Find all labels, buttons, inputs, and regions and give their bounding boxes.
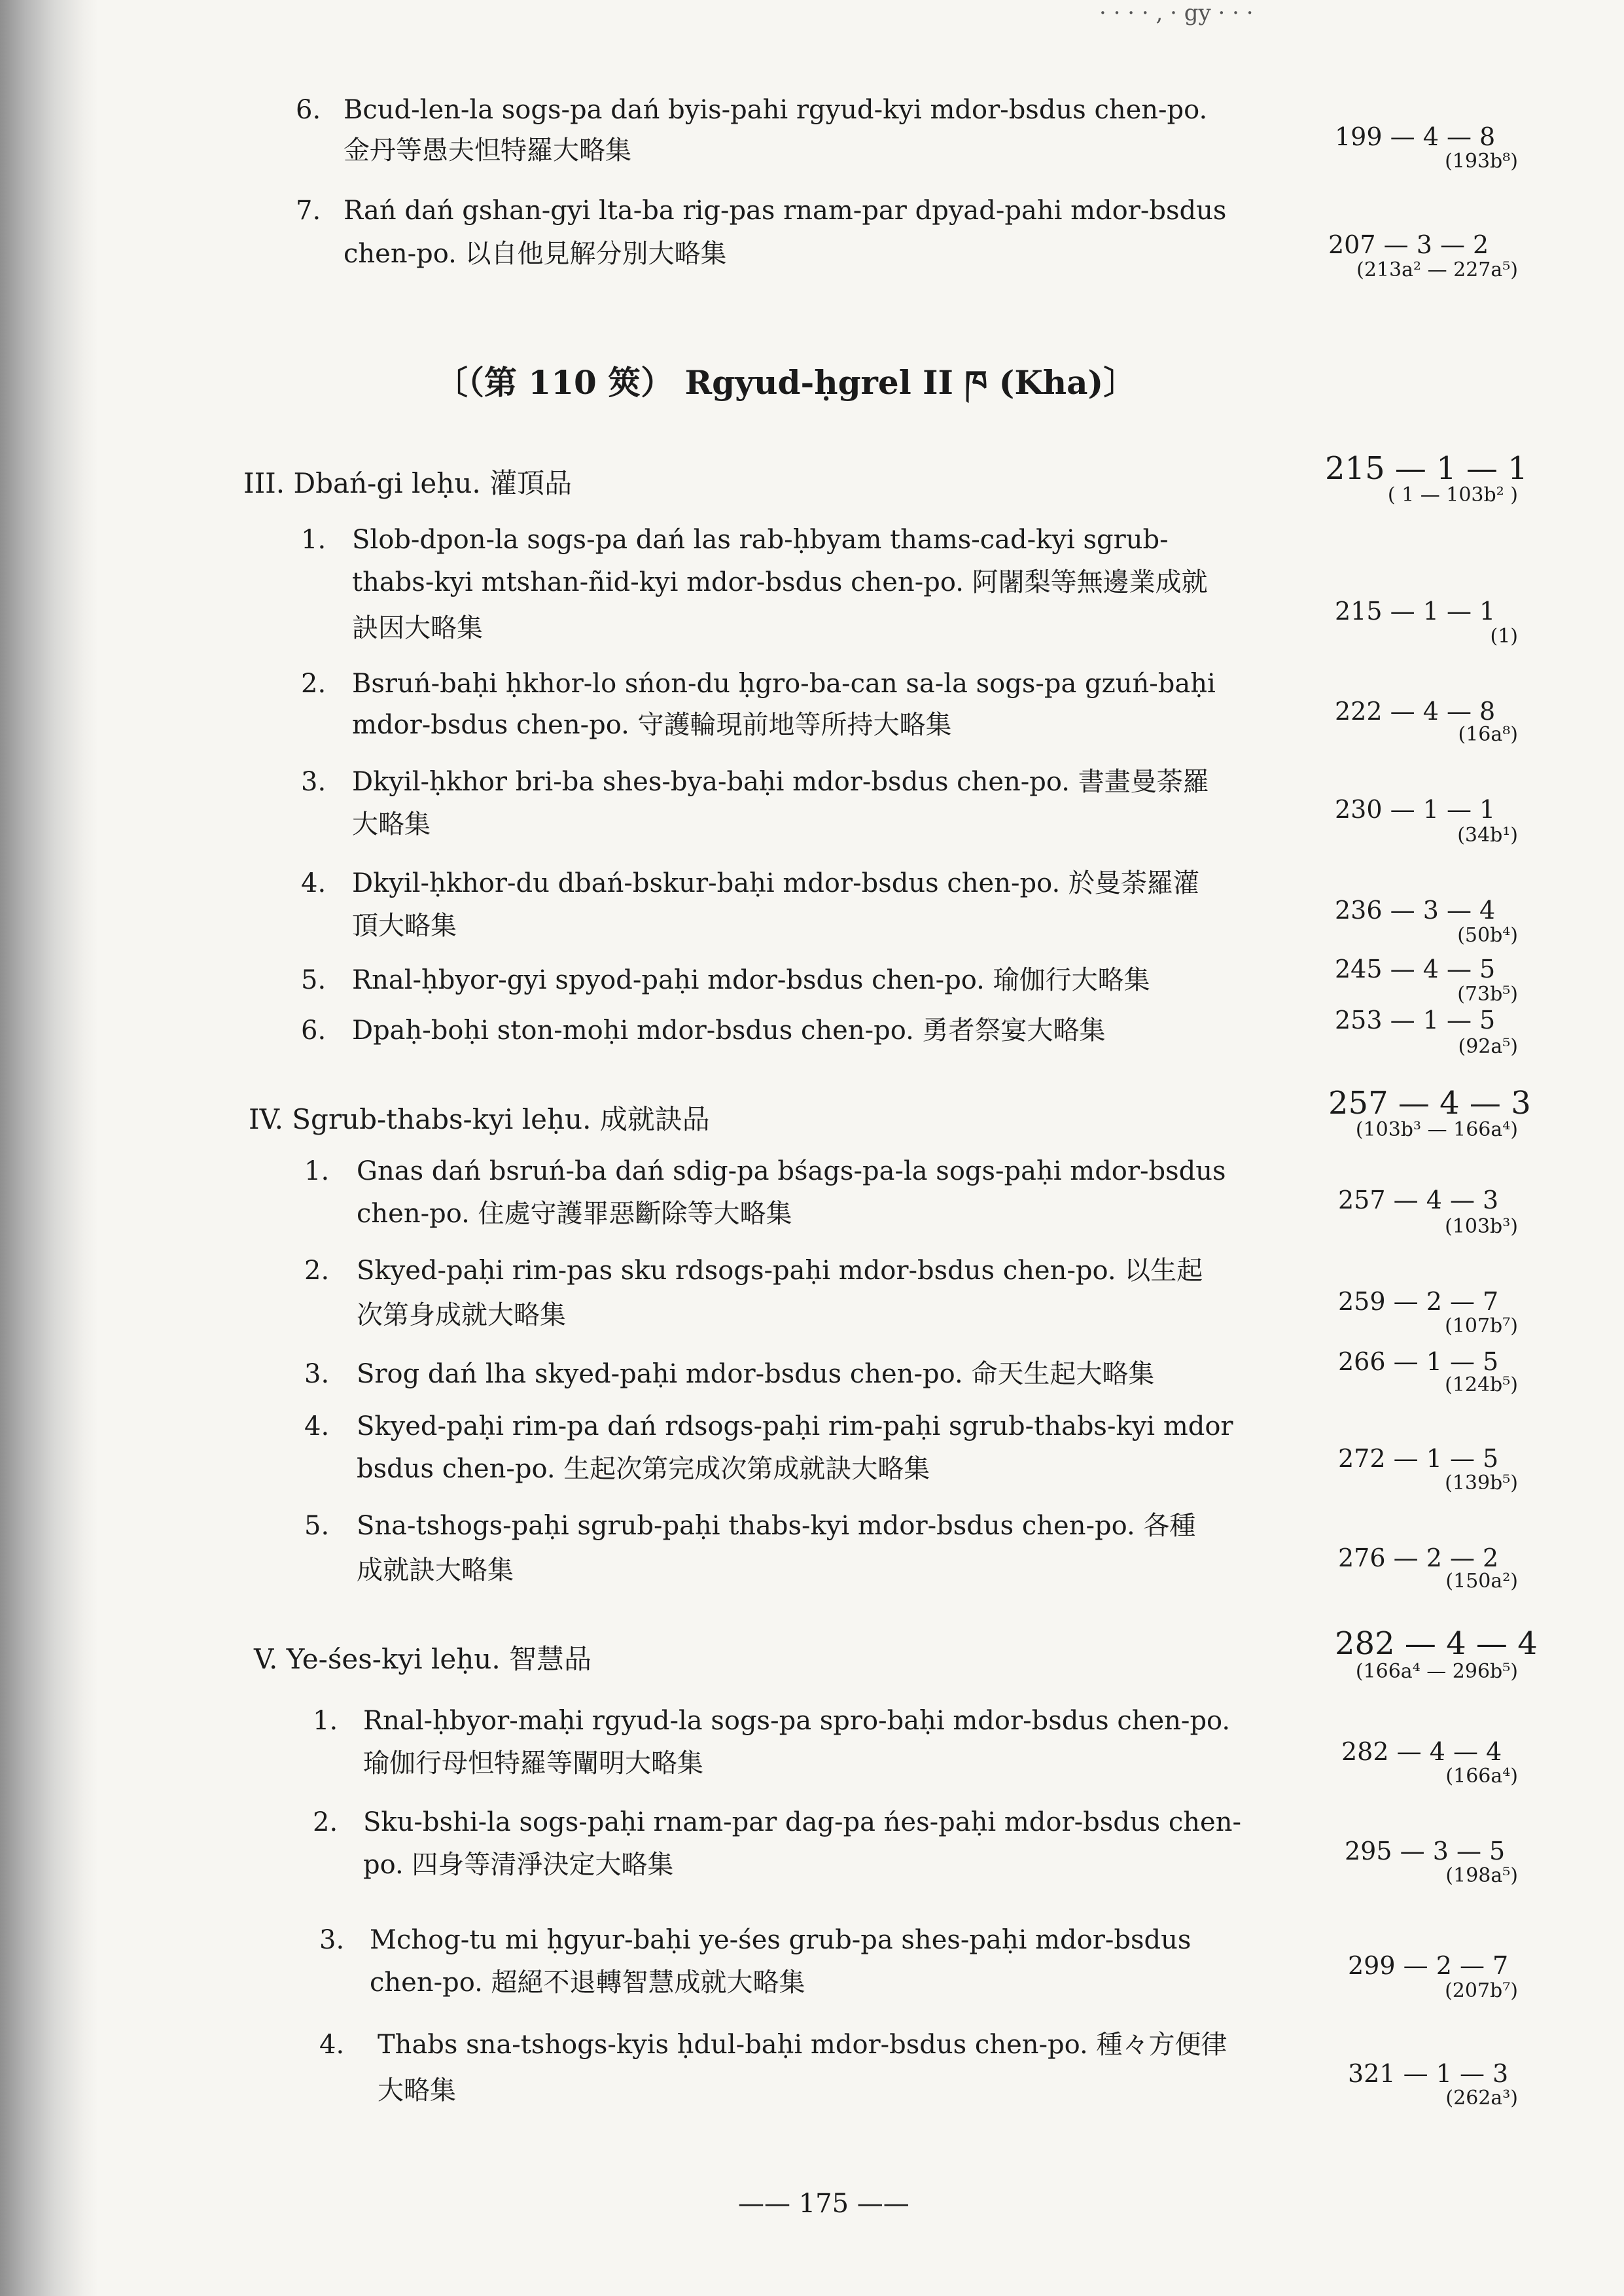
page-reference: 259 — 2 — 7: [1338, 1287, 1499, 1316]
page-reference: 266 — 1 — 5: [1338, 1347, 1499, 1376]
folio-reference: (213a² — 227a⁵): [1356, 258, 1518, 281]
page-reference: 276 — 2 — 2: [1338, 1544, 1499, 1572]
volume-heading: 〔（第 110 筴） Rgyud-ḥgrel II ཁ (Kha)〕: [435, 363, 1137, 402]
entry-title-cont: bsdus chen-po. 生起次第完成次第成就訣大略集: [357, 1454, 930, 1484]
entry-title: Rnal-ḥbyor-maḥi rgyud-la sogs-pa spro-baḥi mdor-bsdus chen-po.: [363, 1706, 1231, 1736]
page-reference: 245 — 4 — 5: [1335, 955, 1496, 983]
entry-number: 3.: [301, 767, 327, 797]
entry-title: Rnal-ḥbyor-gyi spyod-paḥi mdor-bsdus chen-po. 瑜伽行大略集: [352, 965, 1150, 995]
entry-title: Gnas dań bsruń-ba dań sdig-pa bśags-pa-la sogs-paḥi mdor-bsdus: [357, 1156, 1226, 1186]
folio-reference: (124b⁵): [1445, 1373, 1518, 1396]
entry-number: 1.: [313, 1706, 338, 1736]
entry-number: 1.: [301, 525, 327, 555]
entry-number: 4.: [319, 2030, 345, 2060]
entry-number: 3.: [304, 1359, 330, 1389]
entry-title-cont: 頂大略集: [352, 911, 457, 941]
section-title: IV. Sgrub-thabs-kyi leḥu. 成就訣品: [249, 1103, 710, 1135]
section-page-reference: 215 — 1 — 1: [1325, 450, 1528, 487]
entry-title: Dkyil-ḥkhor bri-ba shes-bya-baḥi mdor-bsdus chen-po. 書畫曼荼羅: [352, 767, 1209, 797]
entry-title-cont: chen-po. 以自他見解分別大略集: [344, 239, 727, 269]
entry-title: Bsruń-baḥi ḥkhor-lo sńon-du ḥgro-ba-can sa-la sogs-pa gzuń-baḥi: [352, 669, 1216, 699]
entry-number: 2.: [304, 1256, 330, 1286]
entry-title: Sna-tshogs-paḥi sgrub-paḥi thabs-kyi mdor-bsdus chen-po. 各種: [357, 1511, 1196, 1541]
entry-title-cont: chen-po. 超絕不退轉智慧成就大略集: [370, 1968, 805, 1998]
entry-title-cont: 成就訣大略集: [357, 1555, 514, 1585]
folio-reference: (16a⁸): [1458, 723, 1518, 746]
folio-reference: (92a⁵): [1458, 1035, 1518, 1058]
header-fragment: · · · · , · gy · · ·: [1099, 0, 1254, 26]
entry-title-cont: 大略集: [352, 809, 431, 839]
entry-number: 2.: [301, 669, 327, 699]
entry-number: 5.: [301, 965, 327, 995]
folio-reference: (139b⁵): [1445, 1472, 1518, 1494]
page-reference: 230 — 1 — 1: [1335, 795, 1496, 824]
folio-reference: (150a²): [1445, 1570, 1518, 1593]
entry-title: Skyed-paḥi rim-pas sku rdsogs-paḥi mdor-bsdus chen-po. 以生起: [357, 1256, 1203, 1286]
section-title: V. Ye-śes-kyi leḥu. 智慧品: [254, 1643, 592, 1675]
entry-title: Srog dań lha skyed-paḥi mdor-bsdus chen-po. 命天生起大略集: [357, 1359, 1155, 1389]
folio-reference: (166a⁴): [1445, 1765, 1518, 1788]
page-reference: 222 — 4 — 8: [1335, 697, 1496, 726]
section-folio-range: ( 1 — 103b² ): [1387, 484, 1518, 506]
section-page-reference: 282 — 4 — 4: [1335, 1625, 1538, 1662]
entry-title-cont: 大略集: [378, 2075, 456, 2106]
entry-title: Skyed-paḥi rim-pa dań rdsogs-paḥi rim-paḥi sgrub-thabs-kyi mdor: [357, 1411, 1233, 1441]
entry-number: 4.: [304, 1411, 330, 1441]
page-number: —— 175 ——: [738, 2189, 909, 2219]
entry-title: Dpaḥ-boḥi ston-moḥi mdor-bsdus chen-po. 勇者祭宴大略集: [352, 1016, 1106, 1046]
entry-title-cont: 次第身成就大略集: [357, 1300, 566, 1330]
entry-title: Mchog-tu mi ḥgyur-baḥi ye-śes grub-pa shes-paḥi mdor-bsdus: [370, 1925, 1192, 1955]
entry-title: Bcud-len-la sogs-pa dań byis-pahi rgyud-kyi mdor-bsdus chen-po.: [344, 95, 1208, 125]
page-reference: 207 — 3 — 2: [1328, 230, 1489, 259]
folio-reference: (73b⁵): [1457, 983, 1518, 1006]
page-reference: 282 — 4 — 4: [1341, 1737, 1502, 1766]
page-reference: 321 — 1 — 3: [1348, 2059, 1509, 2088]
entry-title-cont: chen-po. 住處守護罪惡斷除等大略集: [357, 1199, 792, 1229]
entry-title: Dkyil-ḥkhor-du dbań-bskur-baḥi mdor-bsdus chen-po. 於曼荼羅灌: [352, 868, 1199, 898]
entry-title: Rań dań gshan-gyi lta-ba rig-pas rnam-par dpyad-pahi mdor-bsdus: [344, 196, 1227, 226]
entry-number: 6.: [296, 95, 321, 125]
page-reference: 257 — 4 — 3: [1338, 1186, 1499, 1214]
folio-reference: (103b³): [1445, 1215, 1518, 1238]
folio-reference: (1): [1490, 625, 1518, 648]
entry-title-cont: 金丹等愚夫怛特羅大略集: [344, 135, 631, 166]
page-reference: 295 — 3 — 5: [1345, 1837, 1506, 1865]
entry-title: Thabs sna-tshogs-kyis ḥdul-baḥi mdor-bsdus chen-po. 種々方便律: [378, 2030, 1227, 2060]
page-reference: 236 — 3 — 4: [1335, 896, 1496, 925]
folio-reference: (50b⁴): [1457, 924, 1518, 947]
entry-number: 1.: [304, 1156, 330, 1186]
folio-reference: (107b⁷): [1445, 1315, 1518, 1337]
entry-number: 3.: [319, 1925, 345, 1955]
section-folio-range: (103b³ — 166a⁴): [1355, 1118, 1518, 1141]
page-reference: 253 — 1 — 5: [1335, 1006, 1496, 1034]
entry-title-cont: 瑜伽行母怛特羅等闡明大略集: [363, 1748, 703, 1778]
section-title: III. Dbań-gi leḥu. 灌頂品: [243, 467, 573, 499]
page-reference: 199 — 4 — 8: [1335, 122, 1496, 151]
page-reference: 215 — 1 — 1: [1335, 597, 1496, 626]
entry-title-cont: po. 四身等清淨決定大略集: [363, 1850, 674, 1880]
section-page-reference: 257 — 4 — 3: [1328, 1085, 1531, 1122]
folio-reference: (198a⁵): [1445, 1864, 1518, 1887]
entry-title: Sku-bshi-la sogs-paḥi rnam-par dag-pa ńes-paḥi mdor-bsdus chen-: [363, 1807, 1241, 1837]
entry-number: 7.: [296, 196, 321, 226]
entry-title-cont: thabs-kyi mtshan-ñid-kyi mdor-bsdus chen-po. 阿闍梨等無邊業成就: [352, 567, 1208, 597]
folio-reference: (262a³): [1445, 2087, 1518, 2110]
entry-number: 5.: [304, 1511, 330, 1541]
section-folio-range: (166a⁴ — 296b⁵): [1355, 1660, 1518, 1683]
folio-reference: (207b⁷): [1445, 1979, 1518, 2002]
folio-reference: (34b¹): [1457, 824, 1518, 847]
entry-title-cont: 訣因大略集: [352, 613, 483, 643]
entry-number: 2.: [313, 1807, 338, 1837]
entry-number: 4.: [301, 868, 327, 898]
page-reference: 299 — 2 — 7: [1348, 1951, 1509, 1980]
folio-reference: (193b⁸): [1445, 150, 1518, 173]
entry-title: Slob-dpon-la sogs-pa dań las rab-ḥbyam thams-cad-kyi sgrub-: [352, 525, 1169, 555]
entry-title-cont: mdor-bsdus chen-po. 守護輪現前地等所持大略集: [352, 710, 952, 740]
entry-number: 6.: [301, 1016, 327, 1046]
page-reference: 272 — 1 — 5: [1338, 1444, 1499, 1473]
